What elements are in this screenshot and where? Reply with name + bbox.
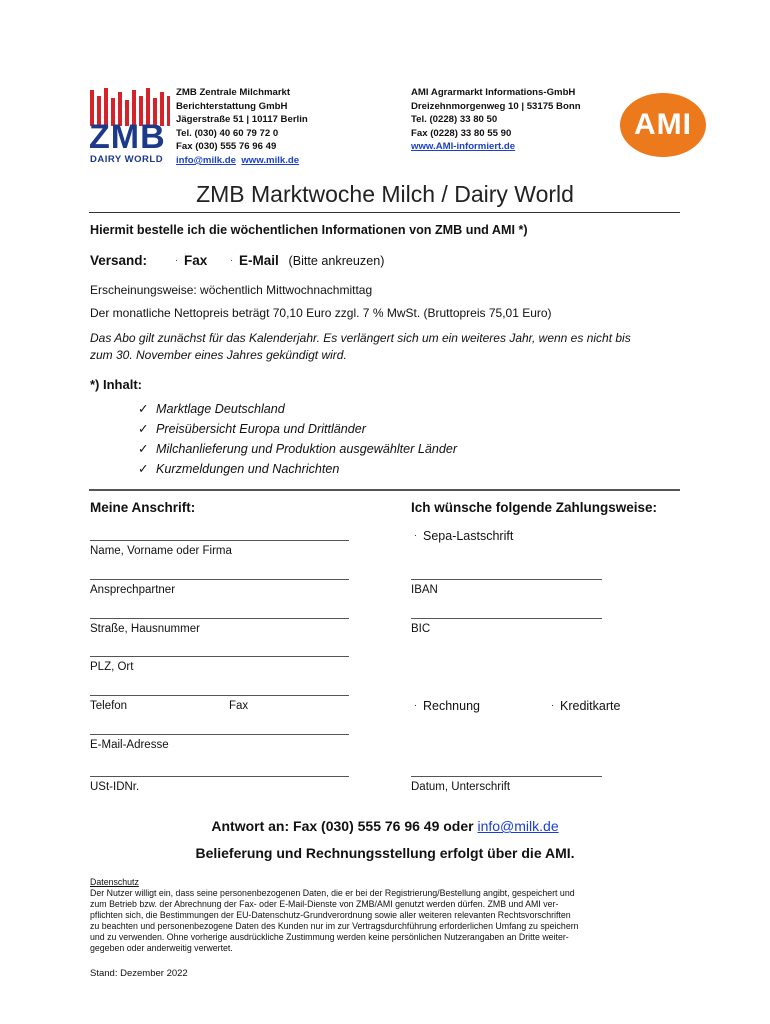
zmb-links [176,154,308,168]
term-line-1: Das Abo gilt zunächst für das Kalenderjahr. Es verlängert sich um ein weiteres Jahr, wenn es nicht bis [90,331,631,345]
name-field-label: Name, Vorname oder Firma [90,545,232,557]
email-field-line[interactable] [90,734,349,735]
checkmark-icon: ✓ [138,462,149,476]
address-heading: Meine Anschrift: [90,500,196,515]
zmb-phone: Tel. (030) 40 60 79 72 0 [176,127,279,139]
zmb-fax: Fax (030) 555 76 96 49 [176,141,277,153]
delivery-line: Belieferung und Rechnungsstellung erfolgt über die AMI. [195,845,575,861]
contents-item-label: Marktlage Deutschland [156,402,285,416]
order-line: Hiermit bestelle ich die wöchentlichen Informationen von ZMB und AMI *) [90,223,528,237]
iban-field-label: IBAN [411,584,438,596]
signature-field-line[interactable] [411,776,602,777]
contents-item-label: Preisübersicht Europa und Drittländer [156,422,367,436]
zmb-logo [90,86,170,166]
invoice-checkbox[interactable]: · [414,700,417,710]
term-line-2: zum 30. November eines Jahres gekündigt wird. [90,348,347,362]
privacy-line: zu beachten und personenbezogene Daten des Kunden nur im zur Vertragsdurchführung erforderlichen Umfang zu speichern [90,921,579,931]
sepa-option[interactable] [414,529,513,543]
invoice-option[interactable] [414,699,480,713]
email-checkbox[interactable]: · [230,255,233,265]
iban-field-line[interactable] [411,579,602,580]
answer-line [0,818,770,834]
ami-address [411,86,581,154]
bic-field-line[interactable] [411,618,602,619]
shipping-fax-option[interactable] [175,253,207,268]
zip-city-field-line[interactable] [90,656,349,657]
contact-field-line[interactable] [90,579,349,580]
answer-prefix: Antwort an: Fax (030) 555 76 96 49 oder [211,818,474,834]
credit-card-checkbox[interactable]: · [551,700,554,710]
term-text [90,330,631,364]
zmb-street: Jägerstraße 51 | 10117 Berlin [176,114,308,126]
frequency-text: Erscheinungsweise: wöchentlich Mittwochnachmittag [90,283,373,297]
ami-street: Dreizehnmorgenweg 10 | 53175 Bonn [411,100,581,112]
contents-item [138,461,339,476]
ami-web-link[interactable]: www.AMI-informiert.de [411,141,516,153]
vat-id-field-label: USt-IDNr. [90,781,140,793]
stand-date: Stand: Dezember 2022 [90,968,188,979]
ami-fax: Fax (0228) 33 80 55 90 [411,127,512,139]
email-option-label: E-Mail [239,253,279,268]
ami-name: AMI Agrarmarkt Informations-GmbH [411,87,576,98]
contents-item-label: Kurzmeldungen und Nachrichten [156,462,340,476]
title-divider [89,212,680,213]
checkmark-icon: ✓ [138,402,149,416]
price-text: Der monatliche Nettopreis beträgt 70,10 Euro zzgl. 7 % MwSt. (Bruttopreis 75,01 Euro) [90,306,552,320]
zmb-logo-text: ZMB [89,118,166,156]
zmb-web-link[interactable]: www.milk.de [241,154,300,166]
contents-label: *) Inhalt: [90,377,142,392]
phone-field-line[interactable] [90,695,349,696]
contact-field-label: Ansprechpartner [90,584,176,596]
privacy-line: gegeben oder anderweitig verwertet. [90,943,233,953]
payment-heading: Ich wünsche folgende Zahlungsweise: [411,500,658,515]
privacy-line: pflichten sich, die Bestimmungen der EU-Datenschutz-Grundverordnung sowie aller weiteren relevanten Rechtsvorschriften [90,910,571,920]
credit-card-label: Kreditkarte [560,699,621,713]
zmb-name: ZMB Zentrale Milchmarkt [176,87,291,98]
phone-field-label: Telefon [90,700,128,712]
name-field-line[interactable] [90,540,349,541]
privacy-line: und zu verwenden. Ohne vorherige ausdrückliche Zustimmung werden keine persönlichen Nutzerangaben an Dritte weiter- [90,932,569,942]
zmb-address [176,86,308,168]
ami-logo [620,93,706,157]
ami-logo-text: AMI [634,108,692,141]
email-field-label: E-Mail-Adresse [90,739,169,751]
shipping-email-option[interactable] [230,253,384,268]
page-title: ZMB Marktwoche Milch / Dairy World [196,181,574,207]
zmb-email-link[interactable]: info@milk.de [176,154,236,166]
contents-item-label: Milchanlieferung und Produktion ausgewählter Länder [156,442,458,456]
section-divider [89,489,680,491]
fax-field-label: Fax [229,700,249,712]
privacy-heading: Datenschutz [90,877,139,887]
zip-city-field-label: PLZ, Ort [90,661,134,673]
street-field-line[interactable] [90,618,349,619]
shipping-hint: (Bitte ankreuzen) [288,254,385,268]
sepa-label: Sepa-Lastschrift [423,529,514,543]
vat-id-field-line[interactable] [90,776,349,777]
privacy-line: Der Nutzer willigt ein, dass seine personenbezogenen Daten, die er bei der Registrierung/Bestellung angibt, gespeichert und [90,888,575,898]
contents-item [138,401,285,416]
sepa-checkbox[interactable]: · [414,530,417,540]
contents-item [138,421,366,436]
privacy-section [90,877,690,954]
street-field-label: Straße, Hausnummer [90,623,200,635]
checkmark-icon: ✓ [138,422,149,436]
answer-email-link[interactable]: info@milk.de [477,818,559,834]
credit-card-option[interactable] [551,699,620,713]
contents-item [138,441,457,456]
zmb-logo-sub: DAIRY WORLD [90,154,164,165]
fax-option-label: Fax [184,253,208,268]
invoice-label: Rechnung [423,699,480,713]
bic-field-label: BIC [411,623,431,635]
ami-phone: Tel. (0228) 33 80 50 [411,114,498,126]
fax-checkbox[interactable]: · [175,255,178,265]
checkmark-icon: ✓ [138,442,149,456]
zmb-name-2: Berichterstattung GmbH [176,100,288,112]
shipping-label: Versand: [90,253,148,268]
privacy-line: zum Betrieb bzw. der Abrechnung der Fax- oder E-Mail-Dienste von ZMB/AMI genutzt werden dürfen. ZMB und AMI ver- [90,899,559,909]
date-signature-label: Datum, Unterschrift [411,781,511,793]
